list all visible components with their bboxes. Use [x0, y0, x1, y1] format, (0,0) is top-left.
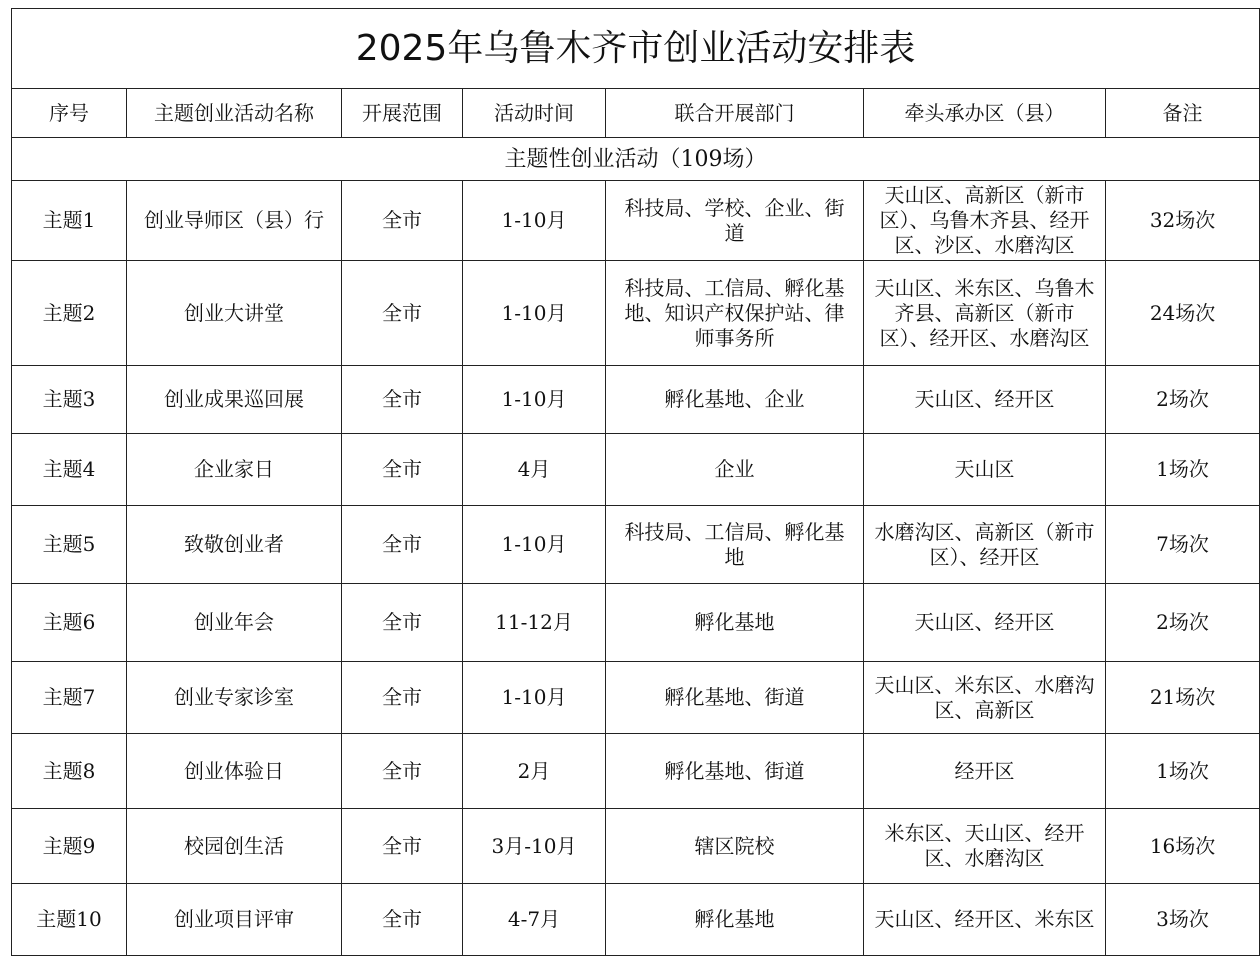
cell-name: 创业体验日 — [127, 734, 342, 809]
header-cell-name: 主题创业活动名称 — [127, 89, 342, 138]
cell-time: 1-10月 — [463, 261, 606, 366]
cell-dept: 企业 — [606, 434, 864, 506]
header-cell-no: 序号 — [12, 89, 127, 138]
cell-time: 4-7月 — [463, 884, 606, 956]
cell-district: 天山区、经开区、米东区 — [864, 884, 1106, 956]
table-row — [12, 734, 1260, 809]
cell-no: 主题8 — [12, 734, 127, 809]
cell-name: 致敬创业者 — [127, 506, 342, 584]
cell-scope: 全市 — [342, 662, 463, 734]
table-row — [12, 884, 1260, 956]
header-cell-time: 活动时间 — [463, 89, 606, 138]
cell-scope: 全市 — [342, 366, 463, 434]
cell-name: 创业导师区（县）行 — [127, 181, 342, 261]
cell-dept: 孵化基地、街道 — [606, 734, 864, 809]
cell-scope: 全市 — [342, 734, 463, 809]
cell-dept: 孵化基地 — [606, 884, 864, 956]
cell-scope: 全市 — [342, 884, 463, 956]
cell-no: 主题3 — [12, 366, 127, 434]
cell-district: 米东区、天山区、经开区、水磨沟区 — [864, 809, 1106, 884]
cell-name: 创业大讲堂 — [127, 261, 342, 366]
cell-no: 主题1 — [12, 181, 127, 261]
table-row — [12, 261, 1260, 366]
spreadsheet-sheet — [11, 8, 1259, 956]
header-cell-district: 牵头承办区（县） — [864, 89, 1106, 138]
cell-dept: 孵化基地 — [606, 584, 864, 662]
cell-district: 天山区、经开区 — [864, 584, 1106, 662]
cell-name: 创业项目评审 — [127, 884, 342, 956]
section-row — [12, 138, 1260, 181]
cell-time: 3月-10月 — [463, 809, 606, 884]
cell-dept: 辖区院校 — [606, 809, 864, 884]
cell-time: 1-10月 — [463, 181, 606, 261]
cell-district: 经开区 — [864, 734, 1106, 809]
header-cell-dept: 联合开展部门 — [606, 89, 864, 138]
table-row — [12, 809, 1260, 884]
cell-dept: 科技局、学校、企业、街道 — [606, 181, 864, 261]
cell-scope: 全市 — [342, 584, 463, 662]
cell-district: 天山区、高新区（新市区）、乌鲁木齐县、经开区、沙区、水磨沟区 — [864, 181, 1106, 261]
cell-no: 主题10 — [12, 884, 127, 956]
cell-note: 1场次 — [1106, 434, 1260, 506]
cell-name: 校园创生活 — [127, 809, 342, 884]
cell-name: 企业家日 — [127, 434, 342, 506]
schedule-table — [11, 8, 1260, 956]
cell-name: 创业专家诊室 — [127, 662, 342, 734]
cell-name: 创业成果巡回展 — [127, 366, 342, 434]
cell-dept: 科技局、工信局、孵化基地、知识产权保护站、律师事务所 — [606, 261, 864, 366]
header-cell-scope: 开展范围 — [342, 89, 463, 138]
cell-time: 11-12月 — [463, 584, 606, 662]
cell-dept: 科技局、工信局、孵化基地 — [606, 506, 864, 584]
cell-district: 天山区 — [864, 434, 1106, 506]
cell-time: 1-10月 — [463, 366, 606, 434]
cell-scope: 全市 — [342, 434, 463, 506]
cell-scope: 全市 — [342, 809, 463, 884]
cell-no: 主题6 — [12, 584, 127, 662]
section-title: 主题性创业活动（109场） — [12, 138, 1260, 181]
table-row — [12, 181, 1260, 261]
cell-note: 2场次 — [1106, 366, 1260, 434]
cell-time: 4月 — [463, 434, 606, 506]
cell-name: 创业年会 — [127, 584, 342, 662]
cell-dept: 孵化基地、街道 — [606, 662, 864, 734]
cell-time: 1-10月 — [463, 506, 606, 584]
cell-note: 1场次 — [1106, 734, 1260, 809]
table-title: 2025年乌鲁木齐市创业活动安排表 — [12, 9, 1260, 89]
table-row — [12, 662, 1260, 734]
cell-note: 32场次 — [1106, 181, 1260, 261]
header-cell-note: 备注 — [1106, 89, 1260, 138]
table-row — [12, 506, 1260, 584]
cell-note: 16场次 — [1106, 809, 1260, 884]
cell-no: 主题7 — [12, 662, 127, 734]
cell-district: 水磨沟区、高新区（新市区）、经开区 — [864, 506, 1106, 584]
header-row — [12, 89, 1260, 138]
cell-district: 天山区、米东区、水磨沟区、高新区 — [864, 662, 1106, 734]
cell-no: 主题4 — [12, 434, 127, 506]
cell-no: 主题5 — [12, 506, 127, 584]
cell-district: 天山区、经开区 — [864, 366, 1106, 434]
cell-time: 1-10月 — [463, 662, 606, 734]
cell-no: 主题9 — [12, 809, 127, 884]
cell-time: 2月 — [463, 734, 606, 809]
cell-note: 2场次 — [1106, 584, 1260, 662]
cell-dept: 孵化基地、企业 — [606, 366, 864, 434]
cell-district: 天山区、米东区、乌鲁木齐县、高新区（新市区）、经开区、水磨沟区 — [864, 261, 1106, 366]
table-row — [12, 584, 1260, 662]
cell-scope: 全市 — [342, 261, 463, 366]
cell-note: 21场次 — [1106, 662, 1260, 734]
cell-note: 7场次 — [1106, 506, 1260, 584]
cell-scope: 全市 — [342, 181, 463, 261]
cell-note: 24场次 — [1106, 261, 1260, 366]
cell-scope: 全市 — [342, 506, 463, 584]
cell-note: 3场次 — [1106, 884, 1260, 956]
table-row — [12, 434, 1260, 506]
table-row — [12, 366, 1260, 434]
cell-no: 主题2 — [12, 261, 127, 366]
